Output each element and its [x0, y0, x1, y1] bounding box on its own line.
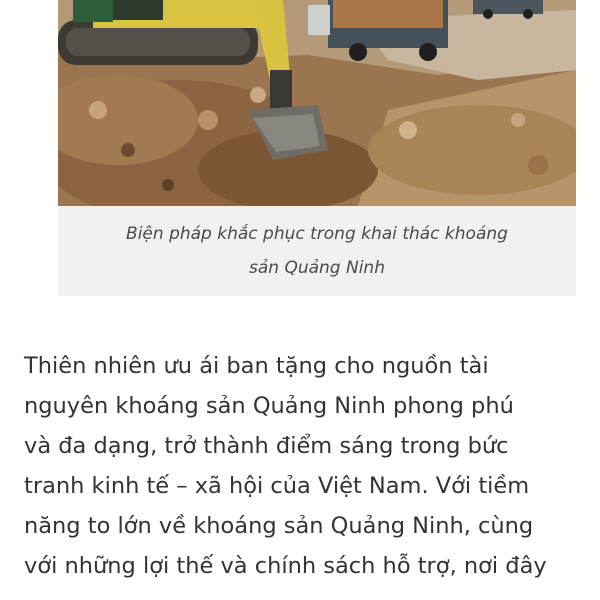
caption-line-1: Biện pháp khắc phục trong khai thác khoáng: [126, 224, 508, 244]
article-figure: [58, 0, 576, 296]
body-line: tranh kinh tế – xã hội của Việt Nam. Với tiềm: [24, 473, 530, 499]
caption-line-2: sản Quảng Ninh: [249, 258, 385, 278]
body-line: Thiên nhiên ưu ái ban tặng cho nguồn tài: [24, 353, 489, 379]
figure-caption: [58, 206, 576, 296]
body-line: nguyên khoáng sản Quảng Ninh phong phú: [24, 393, 514, 419]
body-line: với những lợi thế và chính sách hỗ trợ, nơi đây: [24, 553, 547, 579]
body-line: và đa dạng, trở thành điểm sáng trong bức: [24, 433, 509, 459]
body-line: năng to lớn về khoáng sản Quảng Ninh, cùng: [24, 513, 534, 539]
article-body: [24, 346, 584, 586]
mining-photo: [58, 0, 576, 206]
